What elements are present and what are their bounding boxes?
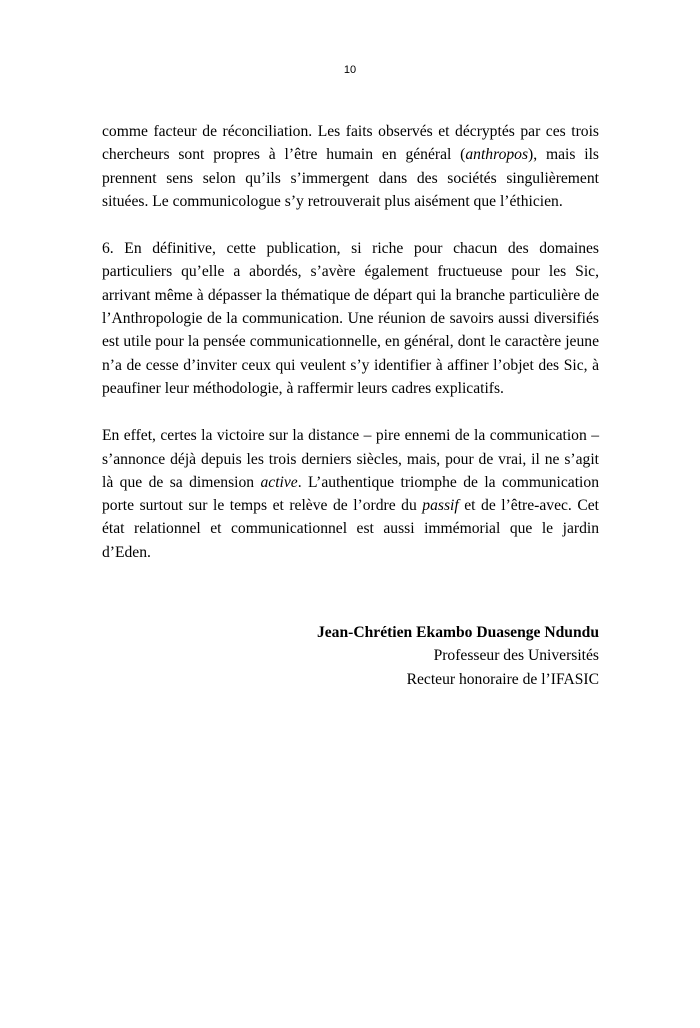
body-text [102,120,599,564]
paragraph-3-segment: . L’authentique triomphe de la communication porte surtout sur le temps et relève de l’ordre du [102,473,599,515]
paragraph-2 [102,237,599,400]
paragraph-2-segment: 6. En définitive, cette publication, si riche pour chacun des domaines particuliers qu’elle a abordés, s’avère également fructueuse pour les Sic, arrivant même à dépasser la thématique de départ qui la branche particulière de l’Anthropologie de la communication. Une réunion de savoirs aussi diversifiés est utile pour la pensée communicationnelle, en général, dont le caractère jeune n’a de cesse d’inviter ceux qui veulent s’y identifier à affiner l’objet des Sic, à peaufiner leur méthodologie, à raffermir leurs cadres explicatifs. [102,240,599,397]
paragraph-1-segment: ), mais ils prennent sens selon qu’ils s’immergent dans des sociétés singulièrement situées. Le communicologue s’y retrouverait plus aisément que l’éthicien. [102,146,599,210]
signature-block [250,621,599,691]
paragraph-3 [102,424,599,564]
author-title-rector: Recteur honoraire de l’IFASIC [406,670,599,688]
author-title-professor: Professeur des Universités [433,647,599,665]
paragraph-1 [102,120,599,213]
author-name: Jean-Chrétien Ekambo Duasenge Ndundu [316,624,599,641]
paragraph-1-segment: comme facteur de réconciliation. Les faits observés et décryptés par ces trois chercheurs sont propres à l’être humain en général ( [102,123,599,164]
italic-term-active: active [260,473,298,491]
italic-term-anthropos: anthropos [465,146,529,164]
paragraph-3-segment: En effet, certes la victoire sur la distance – pire ennemi de la communication – s’annonce déjà depuis les trois derniers siècles, mais, pour de vrai, il ne s’agit là que de sa dimension [102,427,599,491]
paragraph-3-segment: et de l’être-avec. Cet état relationnel et communicationnel est aussi immémorial que le jardin d’Eden. [102,497,599,561]
italic-term-passif: passif [422,497,459,515]
page-number: 10 [343,64,357,76]
